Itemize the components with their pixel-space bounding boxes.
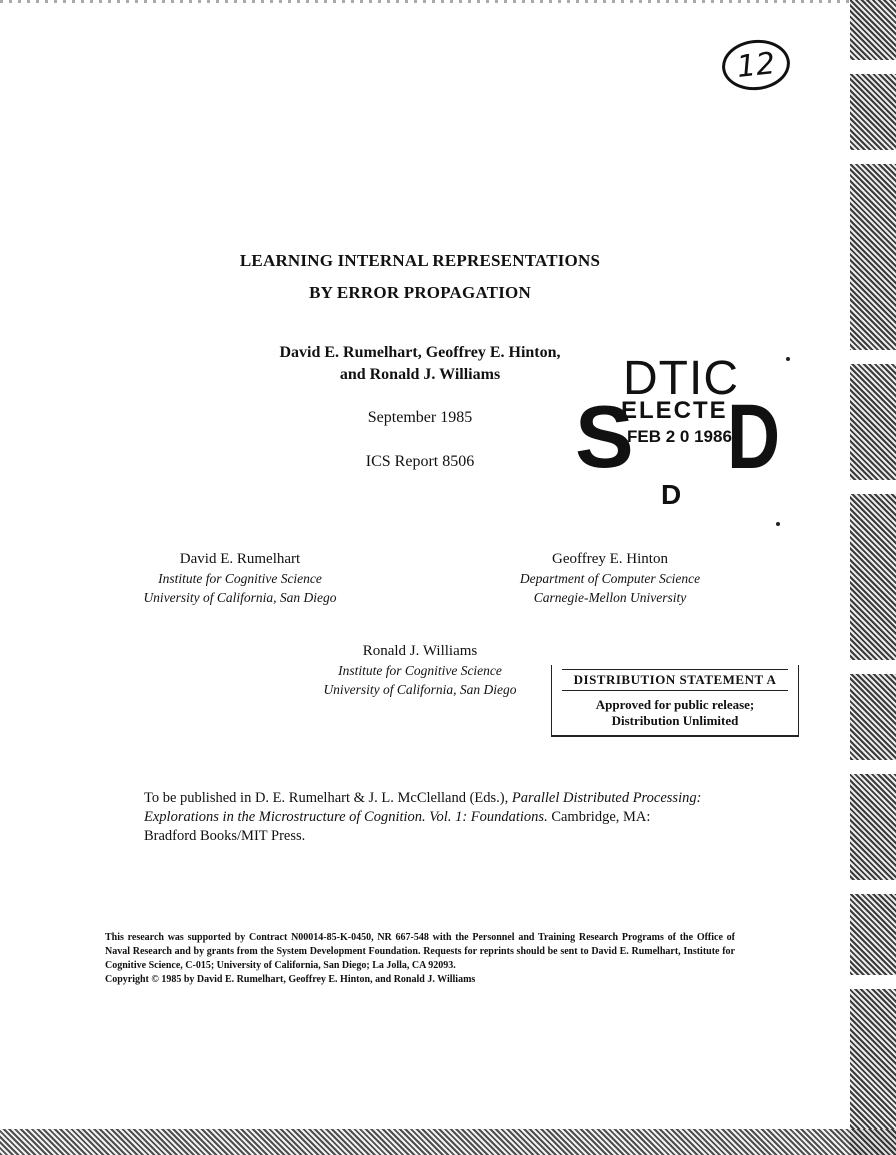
authors-line-1: David E. Rumelhart, Geoffrey E. Hinton, [279,344,561,361]
report-date: September 1985 [367,409,473,426]
author-department: Department of Computer Science [519,571,701,586]
title-line-1: LEARNING INTERNAL REPRESENTATIONS [239,251,601,270]
affiliation-hinton [470,550,750,607]
author-university: Carnegie-Mellon University [533,590,687,605]
scan-dot [786,357,790,361]
author-university: University of California, San Diego [143,590,337,605]
author-name: David E. Rumelhart [179,551,301,567]
dtic-letter-d-small: D [661,479,682,510]
distribution-unlimited: Distribution Unlimited [611,713,739,728]
authors-line-2: and Ronald J. Williams [339,366,501,383]
dtic-stamp [575,352,785,510]
publication-title: Parallel Distributed Processing: Explorations in the Microstructure of Cognition. Vol. 1: Foundations. [144,790,702,825]
funding-note: This research was supported by Contract N00014-85-K-0450, NR 667-548 with the Personnel and Training Research Programs of the Office of Naval Research and by grants from the System Development Foundation. Requests for reprints should be sent to David E. Rumelhart, Institute for Cognitive Science, C-015; University of California, San Diego; La Jolla, CA 92093. [105,932,735,971]
affiliation-rumelhart [100,550,380,607]
title-line-2: BY ERROR PROPAGATION [309,283,531,302]
report-number: ICS Report 8506 [365,453,475,470]
scan-right-edge [850,0,896,1155]
author-name: Geoffrey E. Hinton [552,551,668,567]
copyright-line: Copyright © 1985 by David E. Rumelhart, Geoffrey E. Hinton, and Ronald J. Williams [105,974,476,985]
distribution-approved: Approved for public release; [595,697,755,712]
scan-dot [776,522,780,526]
handwritten-mark: 12 [720,37,793,94]
dtic-letter-s: S [575,387,634,486]
support-footnote [105,931,735,987]
author-name: Ronald J. Williams [362,643,478,659]
publication-prefix: To be published in D. E. Rumelhart & J. L. McClelland (Eds.), [144,790,509,806]
publication-suffix: Cambridge, MA: Bradford Books/MIT Press. [144,809,651,844]
author-university: University of California, San Diego [323,682,517,697]
dtic-word: DTIC [623,352,739,405]
scan-top-edge [0,0,896,3]
author-institute: Institute for Cognitive Science [338,663,502,678]
publication-note [144,789,704,846]
distribution-heading: DISTRIBUTION STATEMENT A [562,669,788,691]
affiliation-williams [280,642,560,699]
scan-bottom-edge [0,1129,896,1155]
author-institute: Institute for Cognitive Science [158,571,322,586]
dtic-electe: ELECTE [621,397,728,424]
dtic-date: FEB 2 0 1986 [627,427,732,446]
dtic-letter-d: D [727,386,781,488]
distribution-statement-stamp [551,665,799,737]
